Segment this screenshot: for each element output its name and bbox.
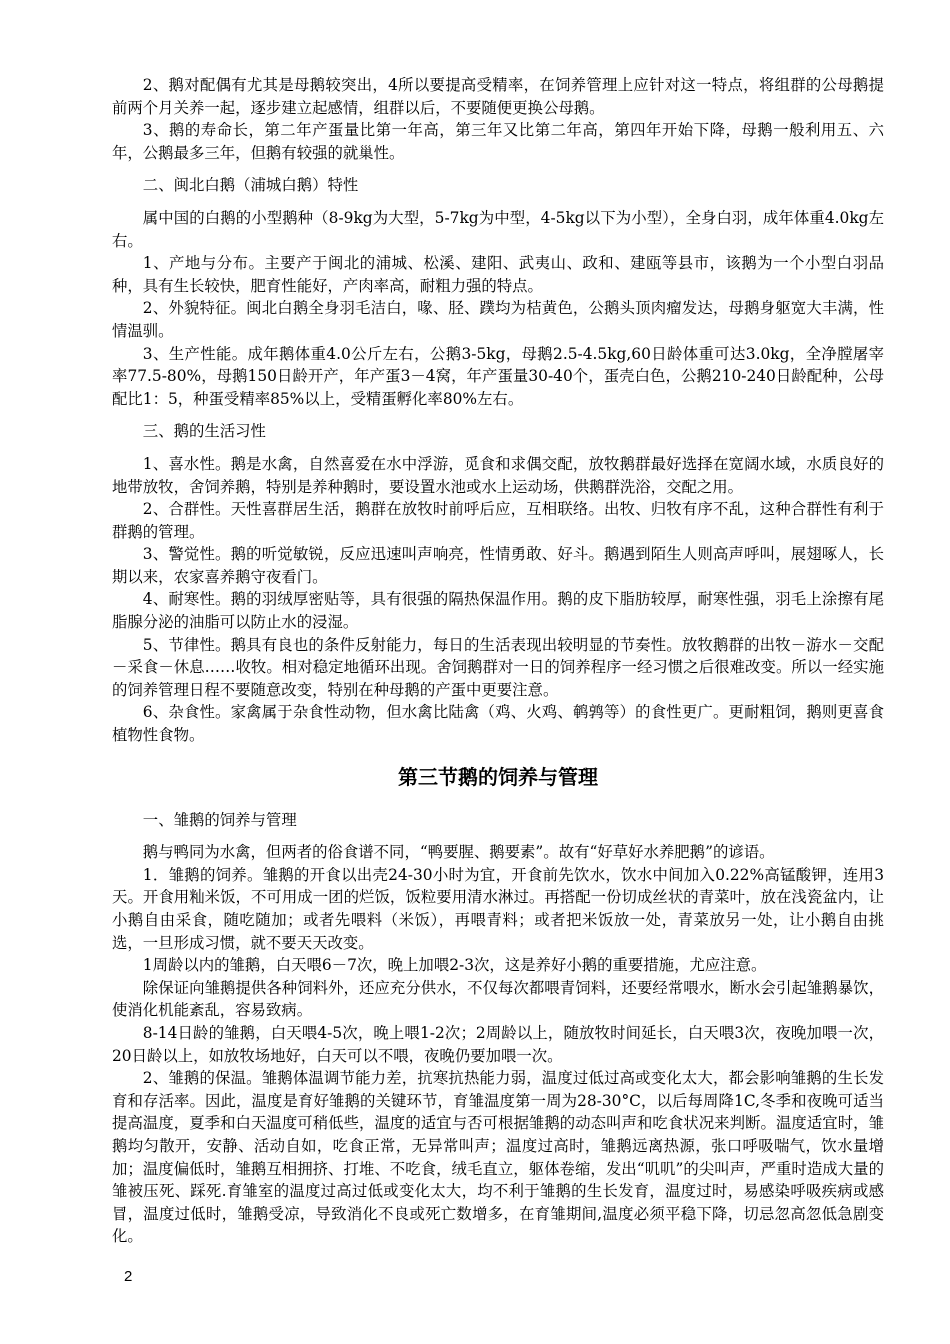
paragraph: 8-14日龄的雏鹅，白天喂4-5次，晚上喂1-2次；2周龄以上，随放牧时间延长，白天喂3次，夜晚加喂一次，20日龄以上，如放牧场地好，白天可以不喂，夜晚仍要加喂一次。 — [112, 1023, 884, 1065]
paragraph: 3、警觉性。鹅的听觉敏锐，反应迅速叫声响亮，性情勇敢、好斗。鹅遇到陌生人则高声呼叫，展翅啄人，长期以来，农家喜养鹅守夜看门。 — [112, 545, 884, 586]
paragraph: 鹅与鸭同为水禽，但两者的俗食谱不同，“鸭要腥、鹅要素”。故有“好草好水养肥鹅”的谚语。 — [142, 843, 775, 862]
paragraph: 1、喜水性。鹅是水禽，自然喜爱在水中浮游，觅食和求偶交配，放牧鹅群最好选择在宽阔水域，水质良好的地带放牧，舍饲养鹅，特别是养种鹅时，要设置水池或水上运动场，供鹅群洗浴，交配之用。 — [112, 454, 884, 496]
paragraph: 3、生产性能。成年鹅体重4.0公斤左右，公鹅3-5kg，母鹅2.5-4.5kg,60日龄体重可达3.0kg，全净膛屠宰率77.5-80%，母鹅150日龄开产，年产蛋3－4窝，年产蛋量30-40个，蛋壳白色，公鹅210-240日龄配种，公母配比1：5，种蛋受精率85%以上，受精蛋孵化率80%左右。 — [112, 344, 884, 408]
paragraph: 4、耐寒性。鹅的羽绒厚密贴等，具有很强的隔热保温作用。鹅的皮下脂肪较厚，耐寒性强，羽毛上涂擦有尾脂腺分泌的油脂可以防止水的浸湿。 — [112, 590, 884, 632]
page-number: 2 — [124, 1268, 133, 1285]
paragraph: 属中国的白鹅的小型鹅种（8-9kg为大型，5-7kg为中型，4-5kg以下为小型），全身白羽，成年体重4.0kg左右。 — [112, 208, 884, 250]
subheading-living-habits: 三、鹅的生活习性 — [142, 422, 266, 441]
paragraph: 2、外貌特征。闽北白鹅全身羽毛洁白，喙、胫、蹼均为桔黄色，公鹅头顶肉瘤发达，母鹅身躯宽大丰满，性情温驯。 — [112, 299, 884, 340]
paragraph: 1．雏鹅的饲养。雏鹅的开食以出壳24-30小时为宜，开食前先饮水，饮水中间加入0.22%高锰酸钾，连用3天。开食用籼米饭，不可用成一团的烂饭，饭粒要用清水淋过。再搭配一份切成丝状的青菜叶，放在浅瓷盆内，让小鹅自由采食，随吃随加；或者先喂料（米饭），再喂青料；或者把米饭放一处，青菜放另一处，让小鹅自由挑选，一旦形成习惯，就不要天天改变。 — [112, 865, 884, 952]
subheading-gosling-care: 一、雏鹅的饲养与管理 — [142, 810, 297, 829]
paragraph: 6、杂食性。家禽属于杂食性动物，但水禽比陆禽（鸡、火鸡、鹌鹑等）的食性更广。更耐粗饲，鹅则更喜食植物性食物。 — [112, 703, 884, 745]
paragraph: 2、雏鹅的保温。雏鹅体温调节能力差，抗寒抗热能力弱，温度过低过高或变化太大，都会影响雏鹅的生长发育和存活率。因此，温度是育好雏鹅的关键环节，育雏温度第一周为28-30°C，以后每周降1C,冬季和夜晚可适当提高温度，夏季和白天温度可稍低些，温度的适宜与否可根据雏鹅的动态叫声和吃食状况来判断。温度适宜时，雏鹅均匀散开，安静、活动自如，吃食正常，无异常叫声；温度过高时，雏鹅远离热源，张口呼吸喘气，饮水量增加；温度偏低时，雏鹅互相拥挤、打堆、不吃食，绒毛直立，躯体卷缩，发出“叽叽”的尖叫声，严重时造成大量的雏被压死、踩死.育雏室的温度过高过低或变化太大，均不利于雏鹅的生长发育，温度过时，易感染呼吸疾病或感冒，温度过低时，雏鹅受凉，导致消化不良或死亡数增多，在育雏期间,温度必须平稳下降，切忌忽高忽低急剧变化。 — [112, 1069, 884, 1246]
paragraph: 3、鹅的寿命长，第二年产蛋量比第一年高，第三年又比第二年高，第四年开始下降，母鹅一般利用五、六年，公鹅最多三年，但鹅有较强的就巢性。 — [112, 121, 884, 162]
paragraph: 2、合群性。天性喜群居生活，鹅群在放牧时前呼后应，互相联络。出牧、归牧有序不乱，这种合群性有利于群鹅的管理。 — [112, 500, 884, 541]
paragraph: 2、鹅对配偶有尤其是母鹅较突出，4所以要提高受精率，在饲养管理上应针对这一特点，将组群的公母鹅提前两个月关养一起，逐步建立起感情，组群以后，不要随便更换公母鹅。 — [112, 76, 884, 117]
page-content — [112, 74, 884, 1248]
paragraph: 除保证向雏鹅提供各种饲料外，还应充分供水，不仅每次都喂青饲料，还要经常喂水，断水会引起雏鹅暴饮，使消化机能紊乱，容易致病。 — [112, 978, 884, 1020]
paragraph: 1、产地与分布。主要产于闽北的浦城、松溪、建阳、武夷山、政和、建瓯等县市，该鹅为一个小型白羽品种，具有生长较快，肥育性能好，产肉率高，耐粗力强的特点。 — [112, 254, 884, 295]
paragraph: 1周龄以内的雏鹅，白天喂6－7次，晚上加喂2-3次，这是养好小鹅的重要措施，尤应注意。 — [142, 956, 767, 975]
section-title: 第三节鹅的饲养与管理 — [398, 764, 598, 789]
paragraph: 5、节律性。鹅具有良也的条件反射能力，每日的生活表现出较明显的节奏性。放牧鹅群的出牧－游水－交配－采食－休息……收牧。相对稳定地循环出现。舍饲鹅群对一日的饲养程序一经习惯之后很难改变。所以一经实施的饲养管理日程不要随意改变，特别在种母鹅的产蛋中更要注意。 — [112, 635, 884, 699]
subheading-fujian-white-goose: 二、闽北白鹅（浦城白鹅）特性 — [142, 176, 359, 195]
